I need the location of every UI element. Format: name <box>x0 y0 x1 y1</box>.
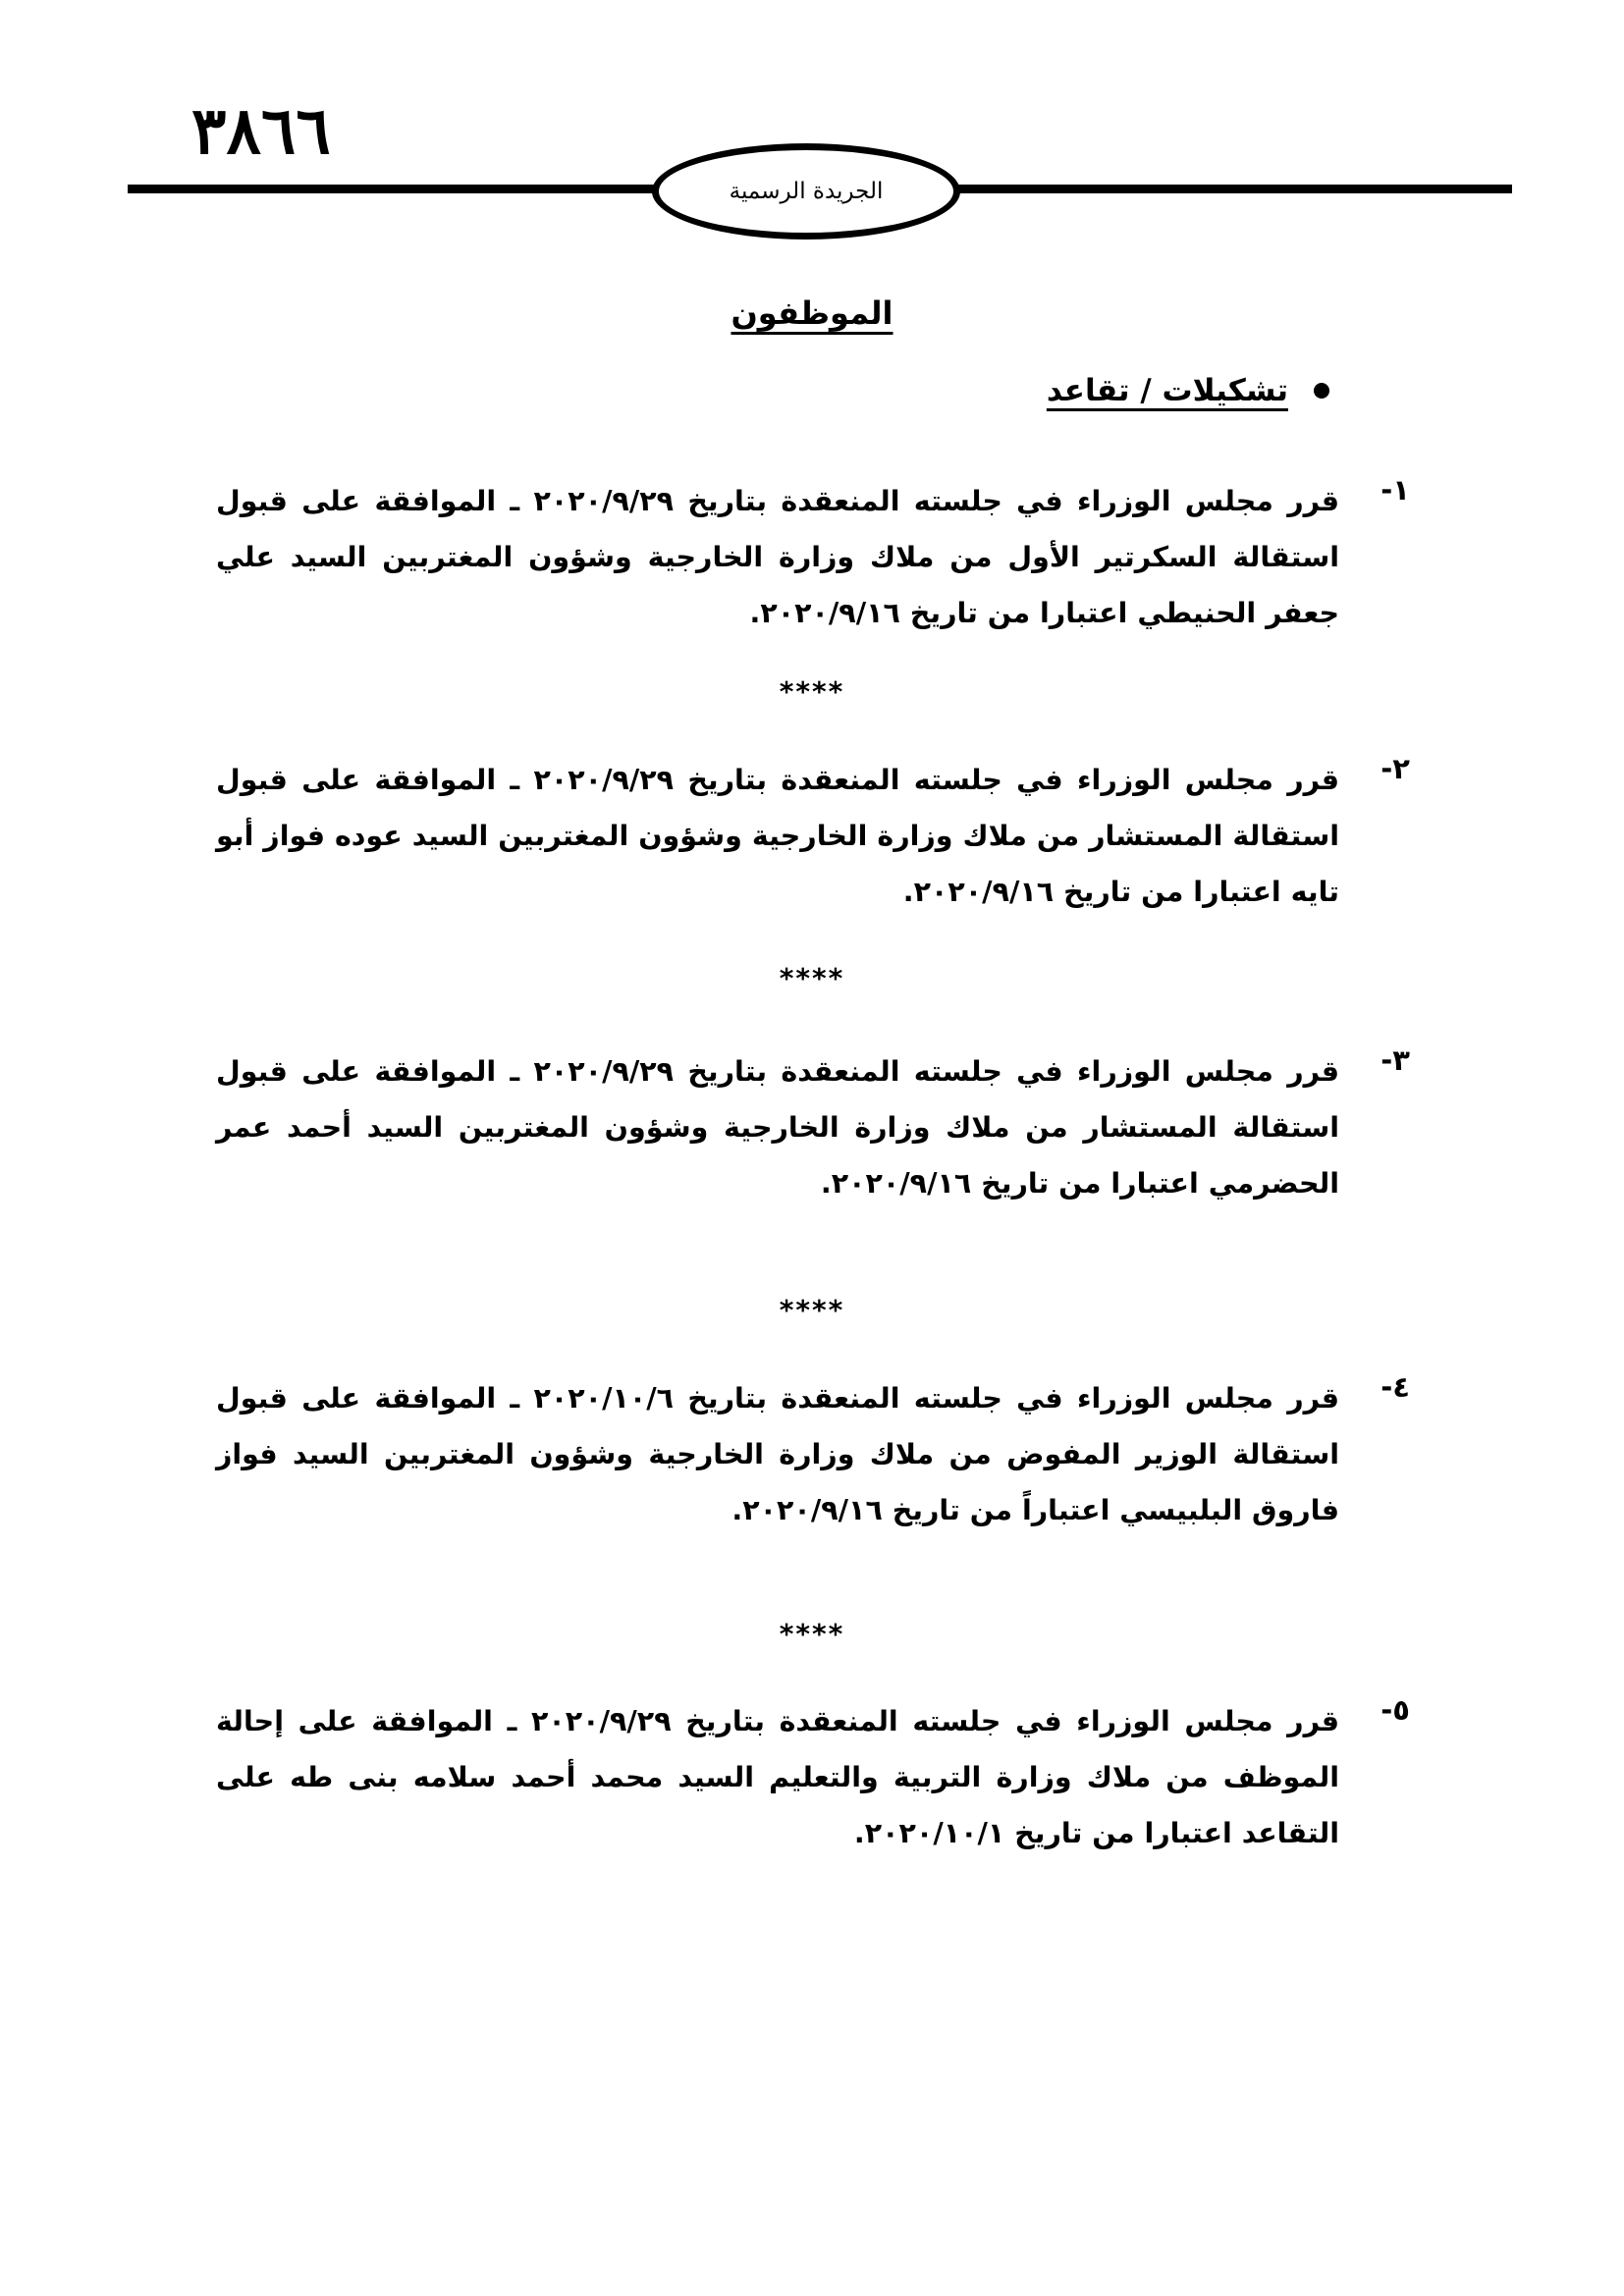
item-number: ٤- <box>1380 1370 1410 1404</box>
decision-item-2 <box>216 752 1410 920</box>
decision-item-5 <box>216 1693 1410 1861</box>
item-number: ٥- <box>1380 1693 1410 1727</box>
item-text: قرر مجلس الوزراء في جلسته المنعقدة بتاريخ ٢٠٢٠/٩/٢٩ ـ الموافقة على قبول استقالة المستشار من ملاك وزارة الخارجية وشؤون المغتربين السيد أحمد عمر الحضرمي اعتبارا من تاريخ ٢٠٢٠/٩/١٦. <box>216 1055 1339 1200</box>
separator: **** <box>779 1618 845 1650</box>
separator: **** <box>779 1294 845 1326</box>
item-number: ٢- <box>1380 752 1410 785</box>
item-number: ٣- <box>1380 1043 1410 1077</box>
item-text: قرر مجلس الوزراء في جلسته المنعقدة بتاريخ ٢٠٢٠/١٠/٦ ـ الموافقة على قبول استقالة الوزير المفوض من ملاك وزارة الخارجية وشؤون المغتربين السيد فواز فاروق البلبيسي اعتباراً من تاريخ ٢٠٢٠/٩/١٦. <box>216 1382 1339 1526</box>
page-number: ٣٨٦٦ <box>191 92 331 169</box>
decision-item-3 <box>216 1043 1410 1211</box>
publication-badge <box>652 143 960 240</box>
publication-name: الجريدة الرسمية <box>729 179 884 204</box>
decision-item-1 <box>216 473 1410 641</box>
separator: **** <box>779 675 845 708</box>
item-text: قرر مجلس الوزراء في جلسته المنعقدة بتاريخ ٢٠٢٠/٩/٢٩ ـ الموافقة على إحالة الموظف من ملاك وزارة التربية والتعليم السيد محمد أحمد سلامه بنى طه على التقاعد اعتبارا من تاريخ ٢٠٢٠/١٠/١. <box>216 1705 1339 1849</box>
subsection-label: تشكيلات / تقاعد <box>1046 373 1288 408</box>
item-text: قرر مجلس الوزراء في جلسته المنعقدة بتاريخ ٢٠٢٠/٩/٢٩ ـ الموافقة على قبول استقالة المستشار من ملاك وزارة الخارجية وشؤون المغتربين السيد عوده فواز أبو تايه اعتبارا من تاريخ ٢٠٢٠/٩/١٦. <box>216 764 1339 908</box>
decision-item-4 <box>216 1370 1410 1538</box>
bullet-icon <box>1314 383 1329 399</box>
item-text: قرر مجلس الوزراء في جلسته المنعقدة بتاريخ ٢٠٢٠/٩/٢٩ ـ الموافقة على قبول استقالة السكرتير الأول من ملاك وزارة الخارجية وشؤون المغتربين السيد علي جعفر الحنيطي اعتبارا من تاريخ ٢٠٢٠/٩/١٦. <box>216 485 1339 629</box>
item-number: ١- <box>1380 473 1410 507</box>
subsection-heading <box>1047 373 1329 408</box>
separator: **** <box>779 962 845 994</box>
section-title: الموظفون <box>731 294 893 332</box>
